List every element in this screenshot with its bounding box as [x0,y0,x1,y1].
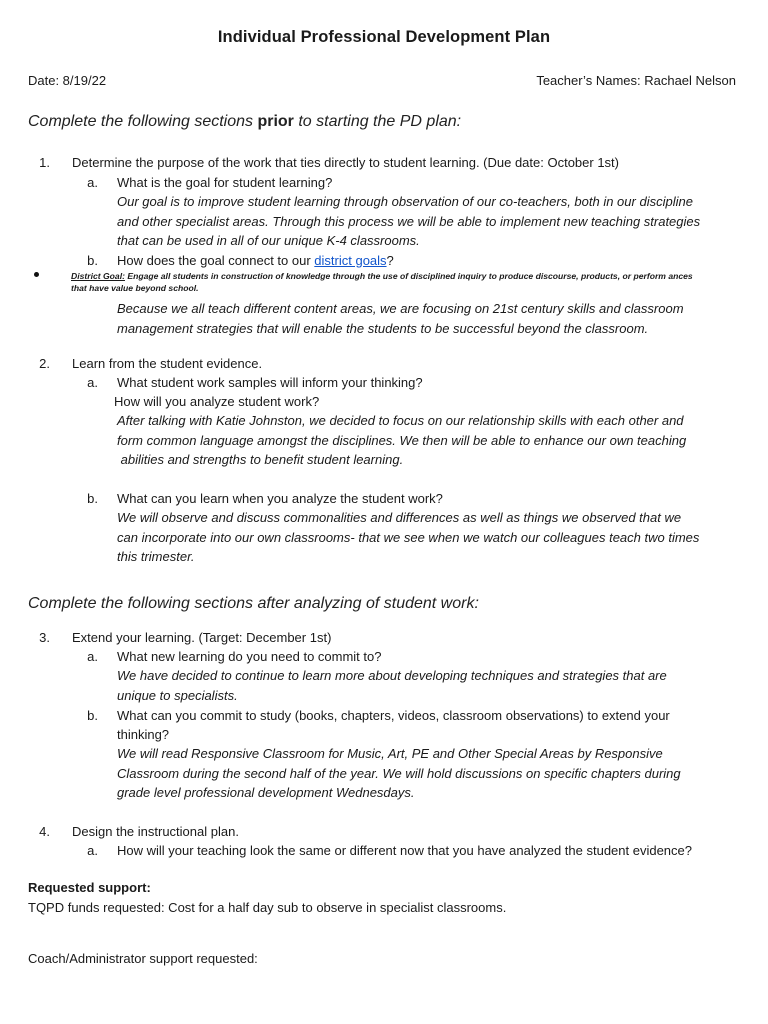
answer-line: and other specialist areas. Through this process we will be able to implement new teaching strategies [117,213,701,229]
sub-item-2a-question-2: How will you analyze student work? [114,394,320,409]
answer-line: Because we all teach different content areas, we are focusing on 21st century skills and classroom [117,301,684,316]
sub-item-question: What student work samples will inform your thinking? [117,375,423,390]
item-number: 4. [39,824,50,839]
sub-item-3b-cont: thinking? [117,727,170,742]
sub-item-label: a. [87,649,98,664]
answer-line: management strategies that will enable the students to be successful beyond the classroom. [117,320,649,336]
question-text: How does the goal connect to our [117,253,315,268]
sub-item-label: a. [87,375,98,390]
district-goal-note [71,270,693,294]
item-text: Extend your learning. (Target: December 1st) [72,630,332,645]
tqpd-funds-requested: TQPD funds requested: Cost for a half day sub to observe in specialist classrooms. [28,900,507,915]
answer-2b [117,508,699,567]
requested-support-heading: Requested support: [28,880,151,895]
coach-support-requested: Coach/Administrator support requested: [28,951,258,966]
sub-item-question: What new learning do you need to commit to? [117,649,382,664]
sub-item-question: What can you commit to study (books, chapters, videos, classroom observations) to extend your [117,708,670,723]
item-text: Design the instructional plan. [72,824,239,839]
sub-item-label: a. [87,175,98,190]
answer-line: We will read Responsive Classroom for Music, Art, PE and Other Special Areas by Responsive [117,746,663,761]
sub-item-question: What can you learn when you analyze the student work? [117,491,443,506]
answer-line: this trimester. [117,549,195,564]
answer-line: can incorporate into our own classrooms- that we see when we watch our colleagues teach two times [117,529,700,545]
answer-1a [117,192,700,251]
answer-line: Our goal is to improve student learning through observation of our co-teachers, both in our discipline [117,194,693,209]
sub-item-label: b. [87,491,98,506]
date-field: Date: 8/19/22 [28,73,107,88]
item-text: Determine the purpose of the work that ties directly to student learning. (Due date: October 1st) [72,155,620,170]
heading-post: to starting the PD plan: [293,113,462,130]
bullet-icon [34,272,39,277]
district-goals-link[interactable]: district goals [314,253,387,268]
sub-item-question [117,251,394,271]
answer-line: grade level professional development Wednesdays. [117,785,415,800]
district-goal-text: Engage all students in construction of knowledge through the use of disciplined inquiry to produce discourse, products, or perform ances [124,271,693,281]
section-heading-prior [28,113,461,131]
sub-item-question: What is the goal for student learning? [117,175,333,190]
item-text: Learn from the student evidence. [72,356,263,371]
answer-1b [117,299,684,338]
page-title: Individual Professional Development Plan [217,28,551,46]
heading-pre: Complete the following sections [28,113,258,130]
answer-line: We will observe and discuss commonalities and differences as well as things we observed that we [117,510,682,525]
sub-item-question: How will your teaching look the same or different now that you have analyzed the student evidence? [117,843,692,858]
answer-line: After talking with Katie Johnston, we decided to focus on our relationship skills with each other and [117,413,684,428]
district-goal-text-cont: that have value beyond school. [71,283,199,293]
answer-line: abilities and strengths to benefit student learning. [117,452,404,467]
answer-3b [117,744,681,803]
item-number: 2. [39,356,50,371]
answer-3a [117,666,667,705]
item-number: 1. [39,155,50,170]
question-end: ? [386,253,394,268]
answer-line: We have decided to continue to learn more about developing techniques and strategies that are [117,668,667,683]
heading-emphasis: prior [257,113,294,130]
item-number: 3. [39,630,50,645]
sub-item-label: b. [87,253,98,268]
section-heading-after: Complete the following sections after analyzing of student work: [28,595,479,612]
teacher-names: Teacher’s Names: Rachael Nelson [536,73,736,88]
sub-item-label: b. [87,708,98,723]
answer-line: that can be used in all of our unique K-4 classrooms. [117,233,420,248]
answer-line: form common language amongst the disciplines. We then will be able to enhance our own teaching [117,432,687,448]
sub-item-label: a. [87,843,98,858]
answer-2a [117,411,686,470]
answer-line: Classroom during the second half of the year. We will hold discussions on specific chapters during [117,765,681,781]
district-goal-label: District Goal: [71,271,125,281]
answer-line: unique to specialists. [117,687,238,703]
